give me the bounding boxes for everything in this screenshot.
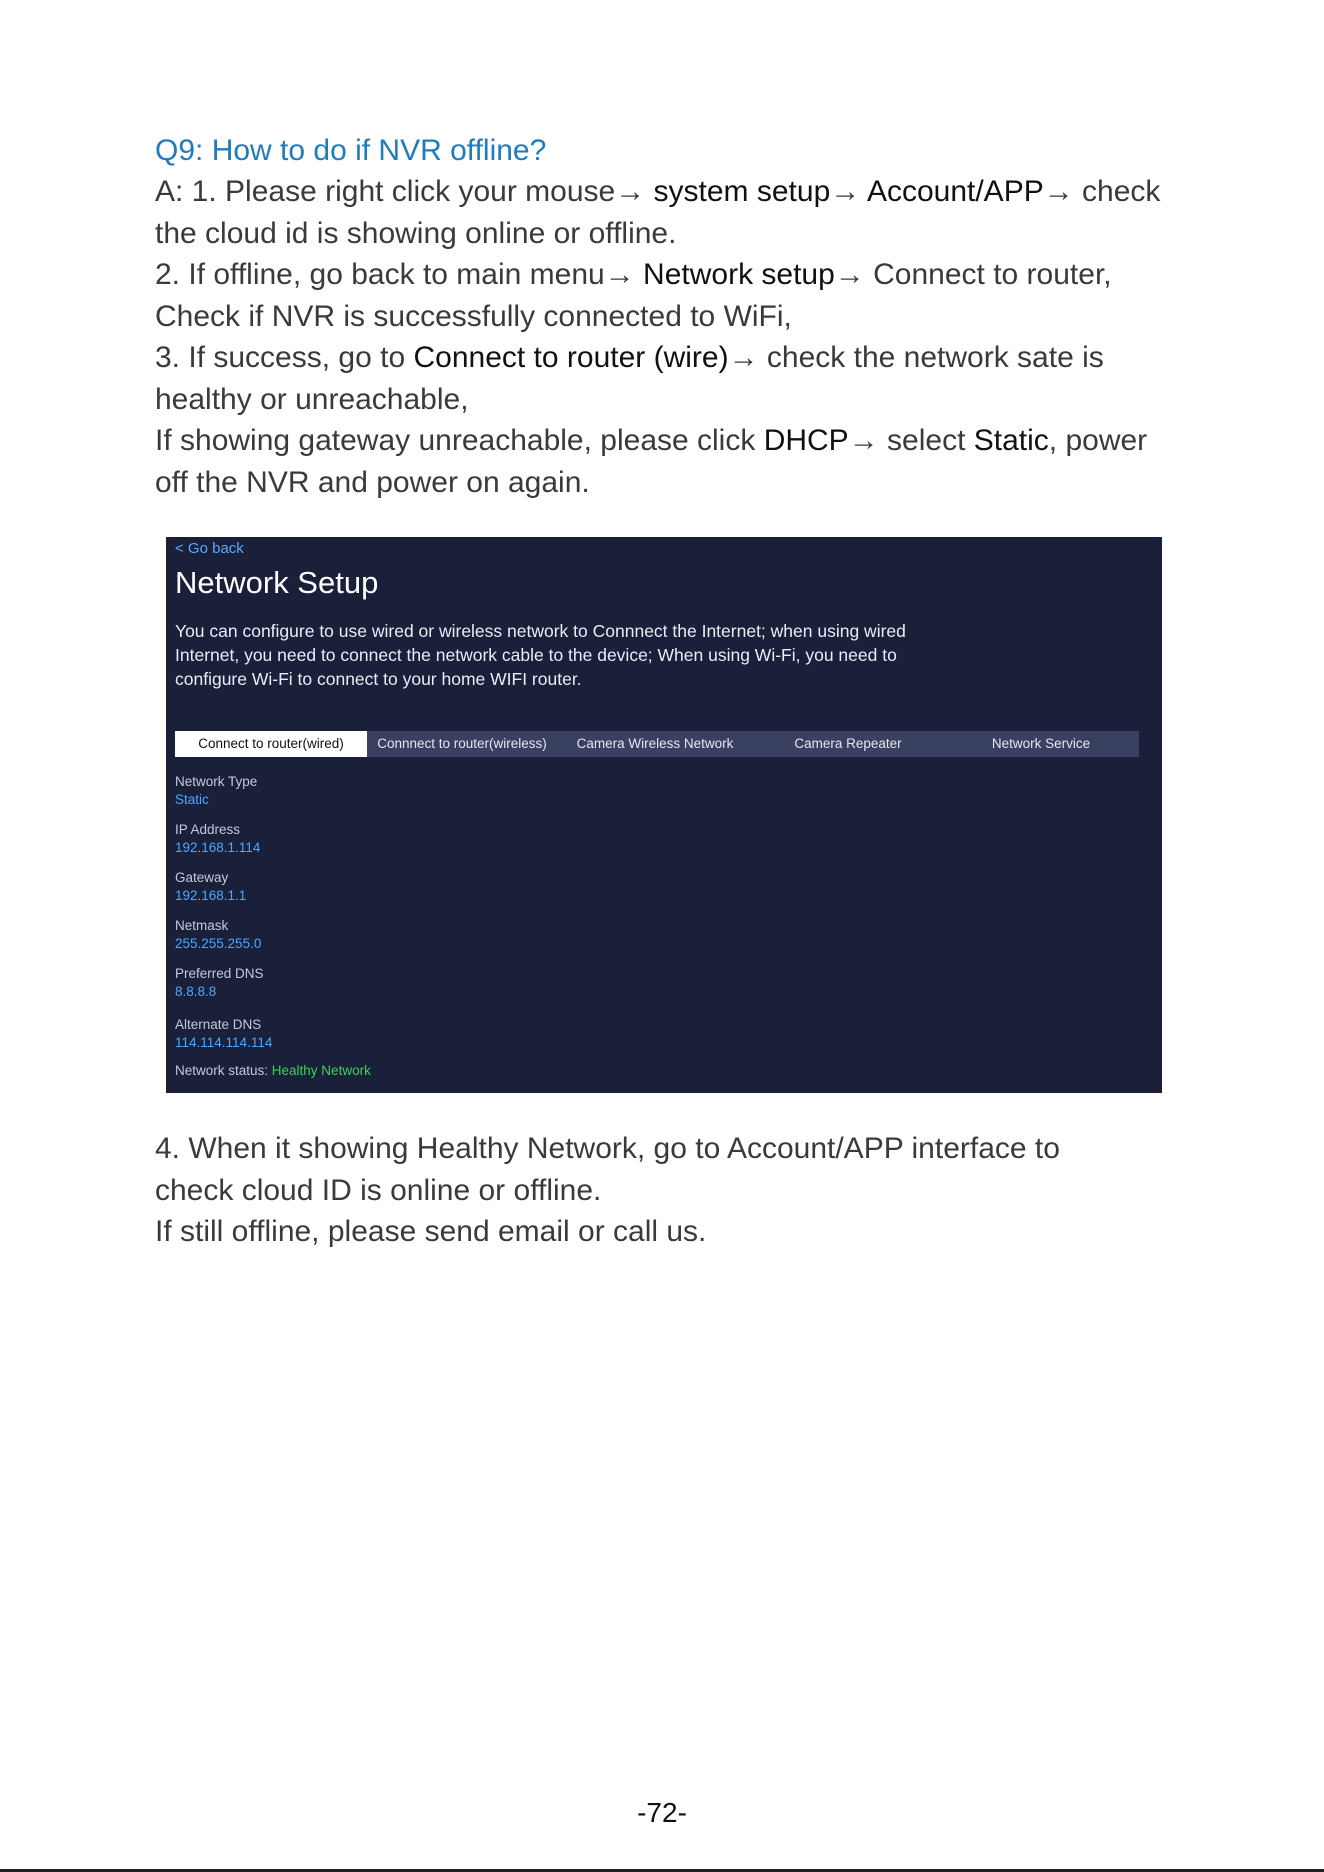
- answer-line-6: healthy or unreachable,: [155, 382, 469, 416]
- network-setup-screenshot: [166, 537, 1162, 1093]
- menu-term-static: Static: [973, 424, 1049, 457]
- field-label: Netmask: [175, 918, 229, 933]
- text-run: A: 1. Please right click your mouse→: [155, 175, 654, 208]
- text-run: → select: [848, 424, 974, 457]
- text-run: → Connect to router,: [834, 258, 1112, 291]
- field-ip-address[interactable]: [175, 821, 272, 869]
- question-heading: Q9: How to do if NVR offline?: [155, 134, 547, 167]
- network-setup-title: Network Setup: [175, 565, 379, 600]
- answer-line-1: [155, 171, 1195, 213]
- network-status-value: Healthy Network: [271, 1063, 371, 1078]
- tab-camera-wireless-network[interactable]: Camera Wireless Network: [576, 736, 734, 751]
- field-label: Network Type: [175, 774, 258, 789]
- text-run: 2. If offline, go back to main menu→: [155, 258, 644, 291]
- field-network-type[interactable]: [175, 773, 272, 821]
- answer-line-5: [155, 337, 1195, 379]
- menu-term-dhcp: DHCP: [763, 424, 849, 457]
- field-value: 192.168.1.1: [175, 888, 247, 903]
- text-run: → check: [1043, 175, 1161, 208]
- network-fields: [175, 773, 272, 1064]
- answer-line-3: [155, 254, 1195, 296]
- field-label: Gateway: [175, 870, 229, 885]
- network-setup-description: You can configure to use wired or wireless network to Connnect the Internet; when using wired Internet, you need to connect the network cable to the device; When using Wi-Fi, you need to configure Wi-Fi to connect to your home WIFI router.: [175, 621, 906, 689]
- field-label: IP Address: [175, 822, 241, 837]
- step4-paragraph: [155, 1128, 1195, 1253]
- field-label: Alternate DNS: [175, 1017, 262, 1032]
- tab-network-service[interactable]: Network Service: [991, 736, 1091, 751]
- network-tabs: [175, 731, 1139, 757]
- menu-term-system-setup: system setup: [653, 175, 831, 208]
- menu-term-connect-wire: Connect to router (wire): [413, 341, 729, 374]
- network-status-label: Network status:: [175, 1063, 272, 1078]
- menu-term-account-app: Account/APP: [866, 175, 1044, 208]
- field-alternate-dns[interactable]: [175, 1016, 272, 1064]
- answer-line-7: [155, 420, 1195, 462]
- text-run: 3. If success, go to: [155, 341, 414, 374]
- text-run: → check the network sate is: [728, 341, 1104, 374]
- step4-line-3: If still offline, please send email or call us.: [155, 1215, 707, 1248]
- answer-paragraph: [155, 171, 1195, 503]
- field-preferred-dns[interactable]: [175, 965, 272, 1016]
- field-value: 8.8.8.8: [175, 984, 217, 999]
- page-number: -72-: [637, 1797, 687, 1828]
- tab-camera-repeater[interactable]: Camera Repeater: [794, 736, 902, 751]
- tab-connect-router-wireless[interactable]: Connnect to router(wireless): [377, 736, 547, 751]
- answer-line-8: off the NVR and power on again.: [155, 465, 590, 499]
- step4-line-2: check cloud ID is online or offline.: [155, 1173, 602, 1207]
- field-netmask[interactable]: [175, 917, 272, 965]
- text-run: If showing gateway unreachable, please click: [155, 424, 764, 457]
- step4-line-1: 4. When it showing Healthy Network, go to Account/APP interface to: [155, 1132, 1060, 1165]
- network-status: [175, 1063, 371, 1078]
- text-run: →: [830, 175, 867, 208]
- menu-term-network-setup: Network setup: [643, 258, 835, 291]
- answer-line-2: the cloud id is showing online or offline.: [155, 216, 677, 250]
- tab-connect-router-wired[interactable]: Connect to router(wired): [175, 731, 367, 757]
- go-back-link[interactable]: < Go back: [175, 540, 244, 557]
- field-value: 114.114.114.114: [175, 1035, 273, 1050]
- field-value: 192.168.1.114: [175, 840, 261, 855]
- text-run: , power: [1048, 424, 1148, 457]
- field-label: Preferred DNS: [175, 966, 264, 981]
- field-value: 255.255.255.0: [175, 936, 262, 951]
- field-gateway[interactable]: [175, 869, 272, 917]
- field-value: Static: [175, 792, 209, 807]
- answer-line-4: Check if NVR is successfully connected to WiFi,: [155, 299, 792, 333]
